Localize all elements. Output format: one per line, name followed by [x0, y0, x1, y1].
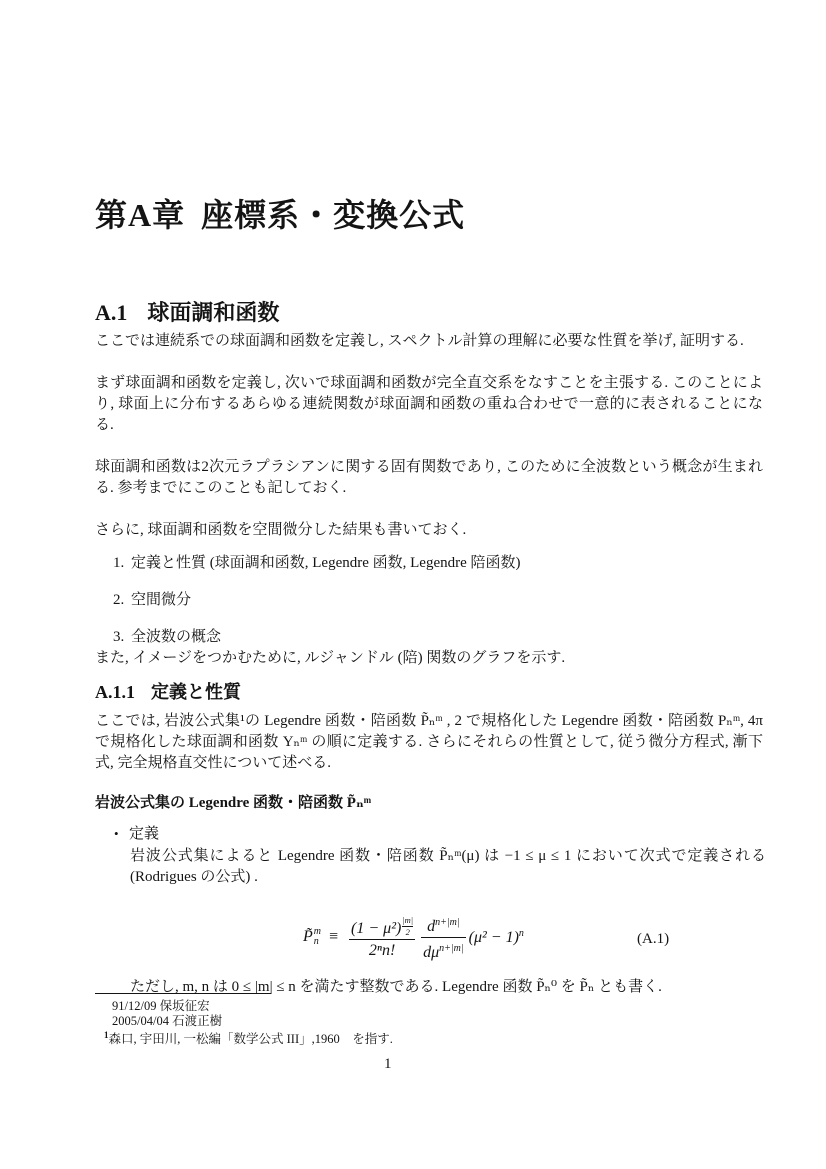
- section-heading: [95, 296, 279, 327]
- fraction-bar: [421, 937, 466, 938]
- list-item-text: 空間微分: [131, 592, 192, 608]
- paragraph-after-equation: ただし, m, n は 0 ≤ |m| ≤ n を満たす整数である. Legendre 函数 P̃ₙ⁰ を P̃ₙ とも書く.: [130, 979, 662, 995]
- paragraph-intro-3: 球面調和函数は2次元ラプラシアンに関する固有関数であり, このために全波数という概念が生まれる. 参考までにこのことも記しておく.: [95, 459, 763, 496]
- equation-lhs-sup: m: [313, 926, 322, 937]
- fraction2-numerator: $d^{n+|m|}$: [427, 916, 460, 935]
- footnote-text: 森口, 宇田川, 一松編「数学公式 III」,1960 を指す.: [108, 1032, 393, 1047]
- fraction2-denominator: $d\mu^{n+|m|}$: [423, 942, 464, 961]
- list-item-number: 1.: [113, 555, 125, 571]
- footnote-date-1: 91/12/09 保坂征宏: [112, 999, 210, 1013]
- equation-lhs-base: P̃: [303, 928, 313, 945]
- equivalence-sign: ≡: [329, 928, 339, 945]
- footnote-date-2: 2005/04/04 石渡正樹: [112, 1014, 223, 1028]
- list-item: [113, 625, 221, 646]
- equation-lhs-scripts: [314, 927, 321, 947]
- subsection-title: 定義と性質: [151, 682, 241, 702]
- equation-rhs: $(\mu^2 - 1)^n$: [468, 927, 524, 946]
- list-item-text: 定義と性質 (球面調和函数, Legendre 函数, Legendre 陪函数): [131, 555, 521, 571]
- definition-bullet-text: 岩波公式集によると Legendre 函数・陪函数 P̃ₙᵐ(μ) は −1 ≤ μ ≤ 1 において次式で定義される (Rodrigues の公式) .: [130, 848, 766, 885]
- list-item: [113, 551, 521, 572]
- chapter-title: 座標系・変換公式: [201, 197, 466, 233]
- chapter-number: 第A章: [95, 197, 186, 233]
- fraction-bar: [349, 939, 415, 940]
- list-item-number: 3.: [113, 629, 125, 645]
- equation-number: (A.1): [637, 931, 670, 947]
- footnote-rule: [95, 993, 271, 994]
- equation-fraction-1: [349, 916, 415, 959]
- paragraph-intro-4: さらに, 球面調和函数を空間微分した結果も書いておく.: [95, 522, 467, 538]
- paragraph-intro-2: まず球面調和函数を定義し, 次いで球面調和函数が完全直交系をなすことを主張する. このことにより, 球面上に分布するあらゆる連続関数が球面調和函数の重ね合わせで一意的に表されることになる.: [95, 375, 763, 433]
- definition-bullet-label: 定義: [129, 826, 160, 842]
- equation-A1: [303, 908, 524, 966]
- equation-fraction-2: [421, 914, 466, 961]
- page-number: 1: [384, 1056, 392, 1072]
- list-item: [113, 588, 191, 609]
- definition-heading: 岩波公式集の Legendre 函数・陪函数 P̃ₙᵐ: [95, 795, 372, 811]
- subsection-number: A.1.1: [95, 682, 135, 702]
- section-number: A.1: [95, 300, 128, 325]
- fraction1-numerator: (1 − μ²) $\frac{|m|}{2}$: [351, 914, 414, 937]
- footnote-reference: [104, 1028, 393, 1047]
- bullet-icon: •: [114, 826, 119, 841]
- paragraph-intro-1: ここでは連続系での球面調和函数を定義し, スペクトル計算の理解に必要な性質を挙げ, 証明する.: [95, 333, 744, 349]
- fraction1-exponent: $\frac{|m|}{2}$: [402, 914, 414, 937]
- definition-bullet-row: [114, 822, 159, 843]
- paragraph-subsection-1: ここでは, 岩波公式集¹の Legendre 函数・陪函数 P̃ₙᵐ , 2 で規格化した Legendre 函数・陪函数 Pₙᵐ, 4π で規格化した球面調和函数 Yₙᵐ の順に定義する. さらにそれらの性質として, 従う微分方程式, 漸下式, 完全規格直交性について述べる.: [95, 713, 763, 771]
- fraction1-denominator: 2ⁿn!: [368, 941, 396, 959]
- footnote-marker: 1: [104, 1030, 109, 1040]
- equation-lhs-sub: n: [313, 936, 319, 947]
- chapter-heading: [95, 190, 465, 236]
- list-item-text: 全波数の概念: [131, 629, 222, 645]
- paragraph-intro-5: また, イメージをつかむために, ルジャンドル (陪) 関数のグラフを示す.: [95, 650, 566, 666]
- subsection-heading: [95, 678, 241, 704]
- list-item-number: 2.: [113, 592, 125, 608]
- section-title: 球面調和函数: [147, 300, 280, 325]
